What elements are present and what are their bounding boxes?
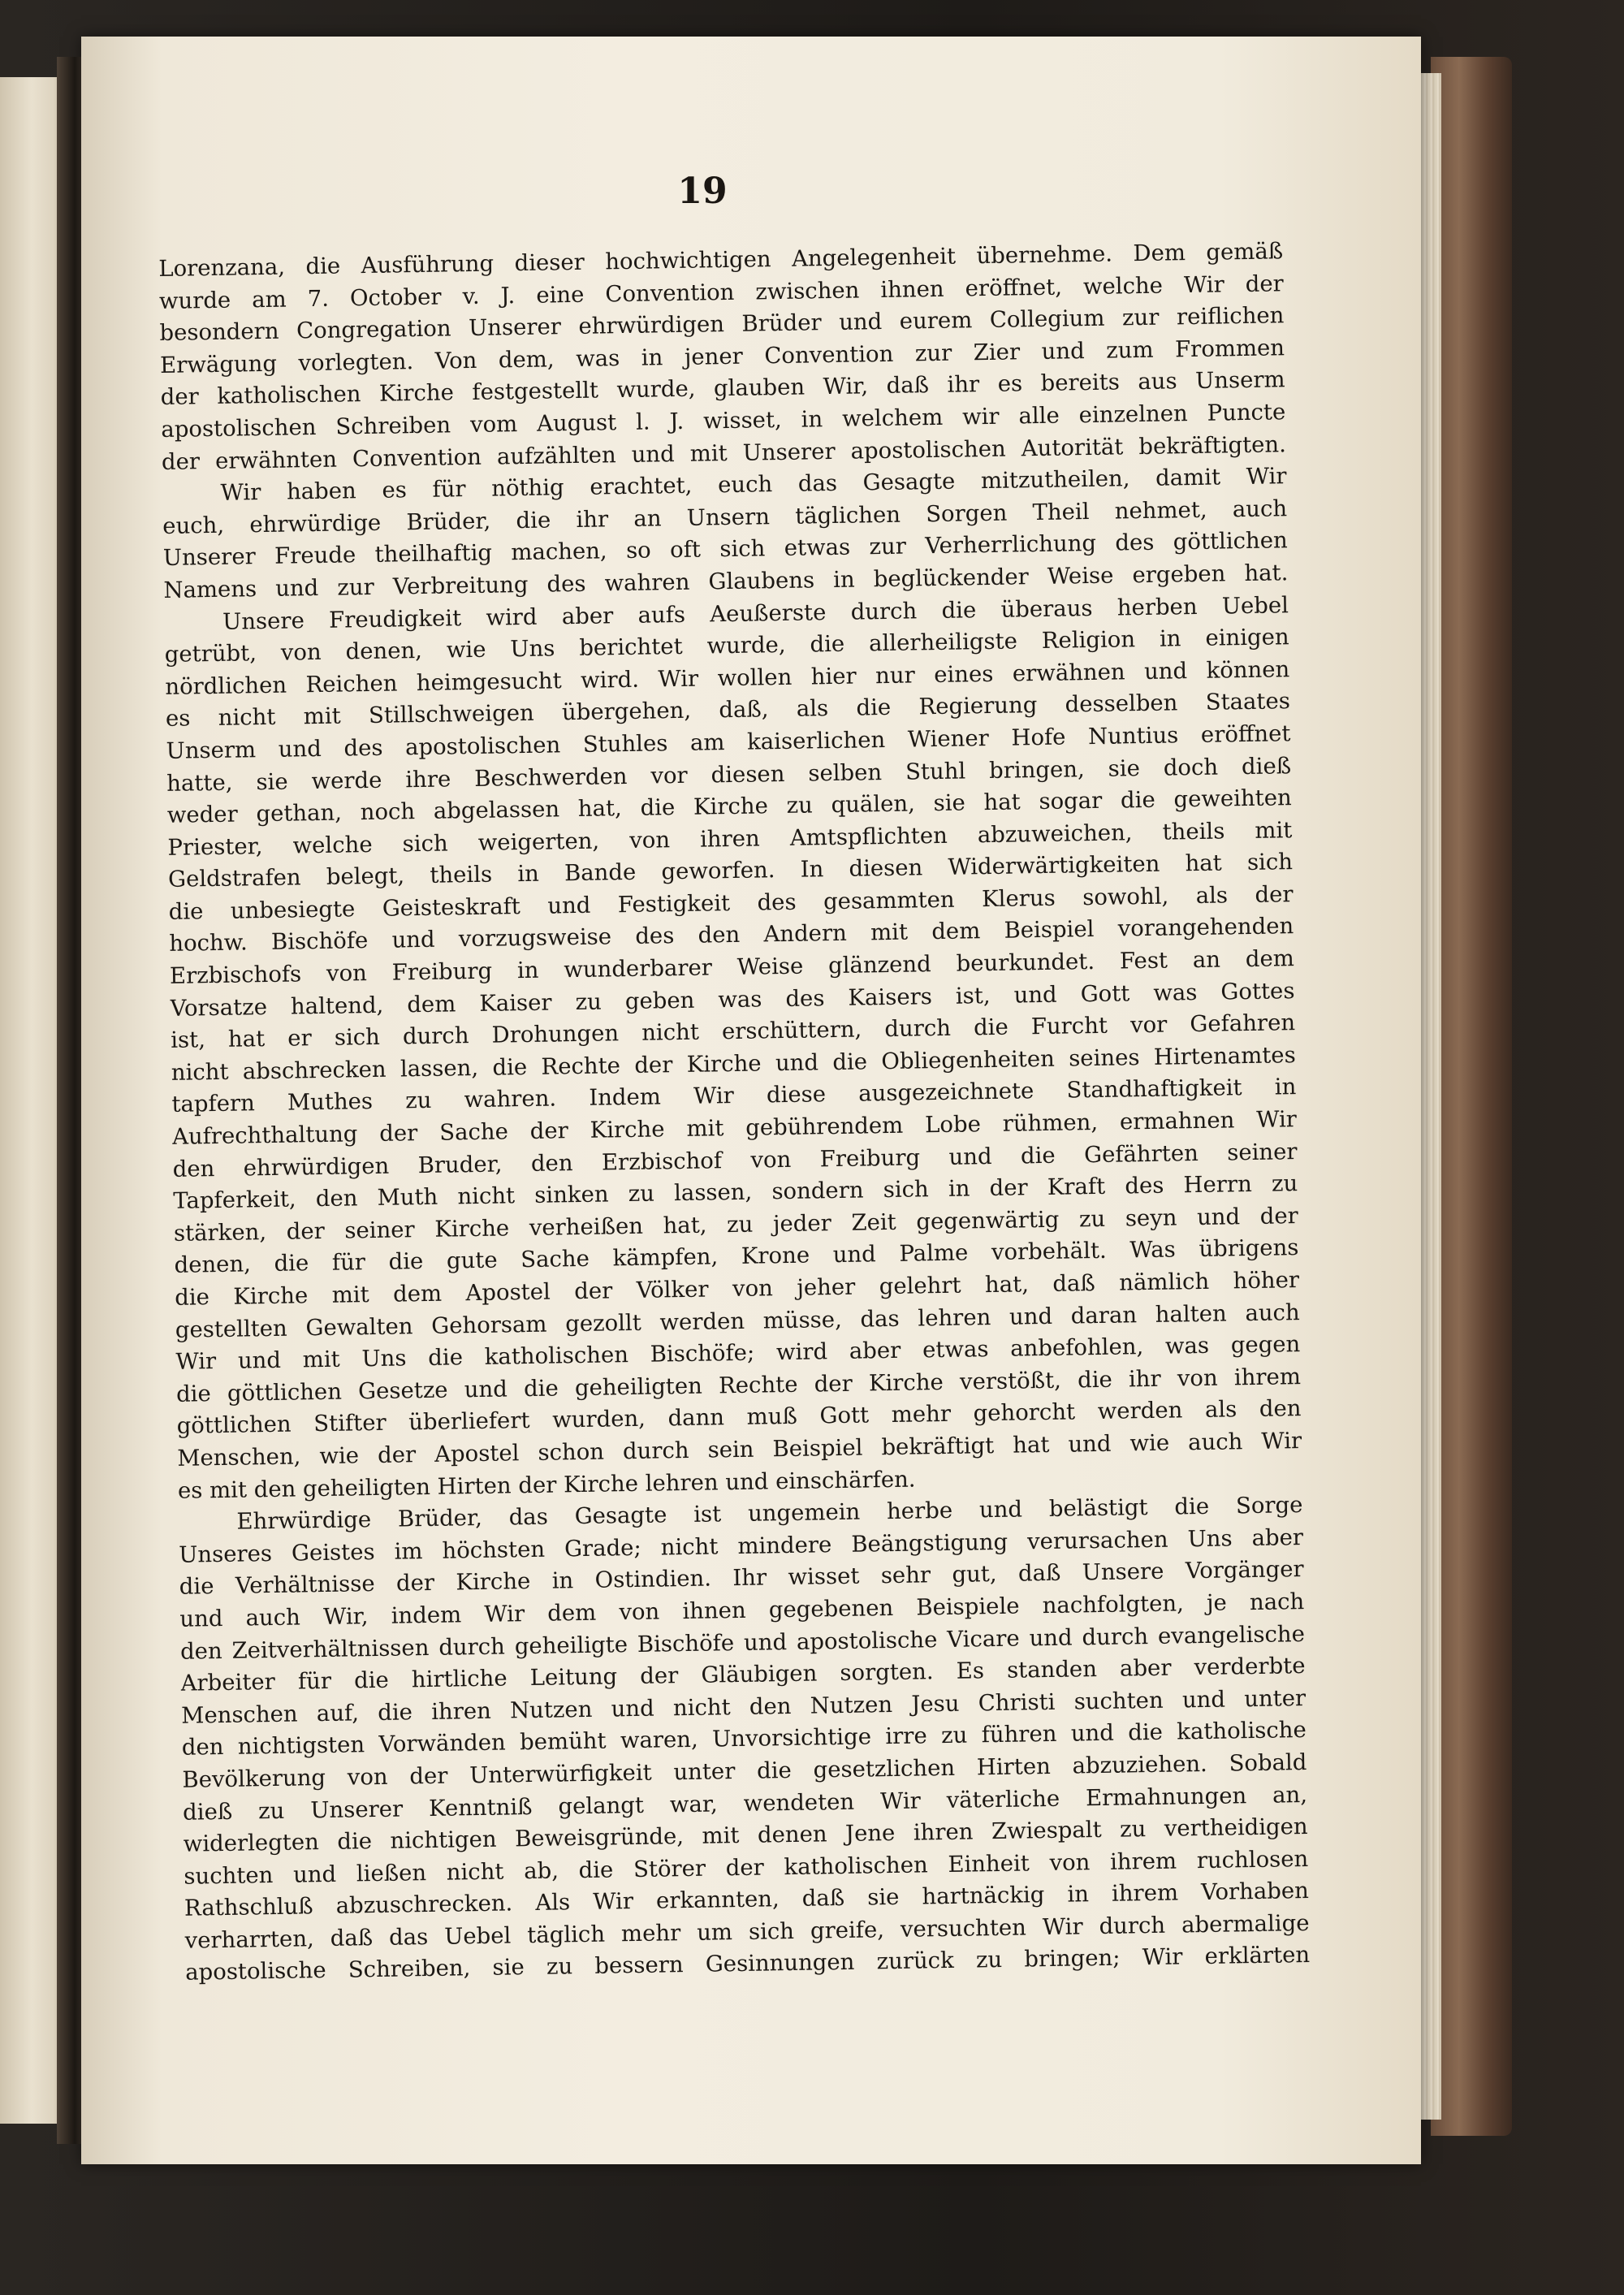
text-line: apostolische Schreiben, sie zu bessern Gesinnungen zurück zu bringen; Wir erklärten — [185, 1942, 1311, 1986]
text-line: denen, die für die gute Sache kämpfen, Krone und Palme vorbehält. Was übrigens — [174, 1234, 1299, 1279]
text-line: es nicht mit Stillschweigen übergehen, daß, als die Regierung desselben Staates — [165, 688, 1291, 733]
text-line: Erwägung vorlegten. Von dem, was in jener Convention zur Zier und zum Frommen — [159, 335, 1285, 378]
text-line: Menschen, wie der Apostel schon durch sein Beispiel bekräftigt hat und wie auch Wir — [177, 1428, 1302, 1472]
text-line: Ehrwürdige Brüder, das Gesagte ist ungemein herbe und belästigt die Sorge — [236, 1492, 1303, 1535]
text-line: Rathschluß abzuschrecken. Als Wir erkannten, daß sie hartnäckig in ihrem Vorhaben — [184, 1878, 1310, 1922]
text-line: Arbeiter für die hirtliche Leitung der Gläubigen sorgten. Es standen aber verderbte — [180, 1653, 1306, 1696]
text-line: Unseres Geistes im höchsten Grade; nicht mindere Beängstigung verursachen Uns aber — [178, 1524, 1304, 1568]
page-number: 19 — [677, 171, 728, 212]
text-line: ist, hat er sich durch Drohungen nicht erschüttern, durch die Furcht vor Gefahren — [170, 1009, 1296, 1054]
text-line: wurde am 7. October v. J. eine Convention zwischen ihnen eröffnet, welche Wir der — [158, 270, 1285, 314]
text-line: stärken, der seiner Kirche verheißen hat, zu jeder Zeit gegenwärtig zu seyn und der — [173, 1202, 1299, 1247]
text-line: hatte, sie werde ihre Beschwerden vor diesen selben Stuhl bringen, sie doch dieß — [166, 752, 1292, 797]
text-line: Namens und zur Verbreitung des wahren Glaubens in beglückender Weise ergeben hat. — [163, 560, 1289, 603]
text-line: nördlichen Reichen heimgesucht wird. Wir wollen hier nur eines erwähnen und können — [165, 655, 1290, 700]
text-line: apostolischen Schreiben vom August l. J. wisset, in welchem wir alle einzelnen Puncte — [161, 399, 1286, 443]
text-line: widerlegten die nichtigen Beweisgründe, mit denen Jene ihren Zwiespalt zu vertheidigen — [183, 1813, 1308, 1857]
text-line: den nichtigsten Vorwänden bemüht waren, Unvorsichtige irre zu führen und die katholische — [181, 1717, 1307, 1761]
body-text — [158, 236, 1310, 1990]
text-line: den ehrwürdigen Bruder, den Erzbischof von Freiburg und die Gefährten seiner — [172, 1138, 1298, 1182]
text-line: die Verhältnisse der Kirche in Ostindien. Ihr wisset sehr gut, daß Unsere Vorgänger — [179, 1556, 1304, 1601]
text-line: Geldstrafen belegt, theils in Bande geworfen. In diesen Widerwärtigkeiten hat sich — [167, 849, 1294, 893]
text-line: Aufrechthaltung der Sache der Kirche mit gebührendem Lobe rühmen, ermahnen Wir — [171, 1106, 1298, 1150]
text-line: Wir haben es für nöthig erachtet, euch das Gesagte mitzutheilen, damit Wir — [220, 463, 1287, 506]
text-line: Unserm und des apostolischen Stuhles am kaiserlichen Wiener Hofe Nuntius eröffnet — [166, 720, 1291, 764]
text-line: Unsere Freudigkeit wird aber aufs Aeußerste durch die überaus herben Uebel — [222, 591, 1289, 635]
book-cover-edge — [1431, 57, 1512, 2136]
text-line: die göttlichen Gesetze und die geheiligten Rechte der Kirche verstößt, die ihr von ihrem — [175, 1363, 1302, 1407]
text-line: verharrten, daß das Uebel täglich mehr um sich greife, versuchten Wir durch abermalige — [184, 1909, 1310, 1954]
text-line: euch, ehrwürdige Brüder, die ihr an Unsern täglichen Sorgen Theil nehmet, auch — [162, 495, 1288, 539]
text-line: besondern Congregation Unserer ehrwürdigen Brüder und eurem Collegium zur reiflichen — [159, 302, 1285, 347]
text-line: weder gethan, noch abgelassen hat, die Kirche zu quälen, sie hat sogar die geweihten — [166, 784, 1292, 829]
text-line: gestellten Gewalten Gehorsam gezollt werden müsse, das lehren und daran halten auch — [175, 1299, 1300, 1343]
text-line: hochw. Bischöfe und vorzugsweise des den Andern mit dem Beispiel vorangehenden — [169, 913, 1294, 957]
text-line: und auch Wir, indem Wir dem von ihnen gegebenen Beispiele nachfolgten, je nach — [179, 1588, 1305, 1632]
text-line: Tapferkeit, den Muth nicht sinken zu lassen, sondern sich in der Kraft des Herrn zu — [173, 1170, 1298, 1215]
text-line: suchten und ließen nicht ab, die Störer der katholischen Einheit von ihrem ruchlosen — [184, 1845, 1309, 1890]
text-line: nicht abschrecken lassen, die Rechte der Kirche und die Obliegenheiten seines Hirtenamtes — [171, 1041, 1296, 1086]
text-line: Vorsatze haltend, dem Kaiser zu geben was des Kaisers ist, und Gott was Gottes — [170, 977, 1295, 1022]
text-line: Priester, welche sich weigerten, von ihren Amtspflichten abzuweichen, theils mit — [167, 816, 1293, 861]
text-line: die unbesiegte Geisteskraft und Festigkeit des gesammten Klerus sowohl, als der — [168, 881, 1294, 925]
text-line: die Kirche mit dem Apostel der Völker von jeher gelehrt hat, daß nämlich höher — [174, 1267, 1300, 1311]
text-line: Unserer Freude theilhaftig machen, so oft sich etwas zur Verherrlichung des göttlichen — [162, 527, 1288, 572]
text-line: der katholischen Kirche festgestellt wurde, glauben Wir, daß ihr es bereits aus Unserm — [160, 366, 1285, 411]
text-line: getrübt, von denen, wie Uns berichtet wurde, die allerheiligste Religion in einigen — [164, 624, 1289, 668]
text-line: es mit den geheiligten Hirten der Kirche lehren und einschärfen. — [177, 1466, 916, 1504]
text-line: göttlichen Stifter überliefert wurden, dann muß Gott mehr gehorcht werden als den — [176, 1395, 1302, 1440]
previous-page-edge — [0, 77, 63, 2124]
text-line: den Zeitverhältnissen durch geheiligte Bischöfe und apostolische Vicare und durch evangelische — [179, 1620, 1306, 1665]
text-line: dieß zu Unserer Kenntniß gelangt war, wendeten Wir väterliche Ermahnungen an, — [182, 1781, 1308, 1826]
text-line: Erzbischofs von Freiburg in wunderbarer Weise glänzend beurkundet. Fest an dem — [169, 945, 1295, 989]
text-line: Lorenzana, die Ausführung dieser hochwichtigen Angelegenheit übernehme. Dem gemäß — [158, 238, 1284, 282]
text-line: Wir und mit Uns die katholischen Bischöfe; wird aber etwas anbefohlen, was gegen — [175, 1331, 1301, 1376]
text-line: der erwähnten Convention aufzählten und mit Unserer apostolischen Autorität bekräftigten. — [161, 430, 1287, 475]
text-line: Menschen auf, die ihren Nutzen und nicht den Nutzen Jesu Christi suchten und unter — [181, 1684, 1307, 1729]
text-line: Bevölkerung von der Unterwürfigkeit unter die gesetzlichen Hirten abzuziehen. Sobald — [182, 1748, 1307, 1793]
text-line: tapfern Muthes zu wahren. Indem Wir diese ausgezeichnete Standhaftigkeit in — [171, 1074, 1297, 1118]
